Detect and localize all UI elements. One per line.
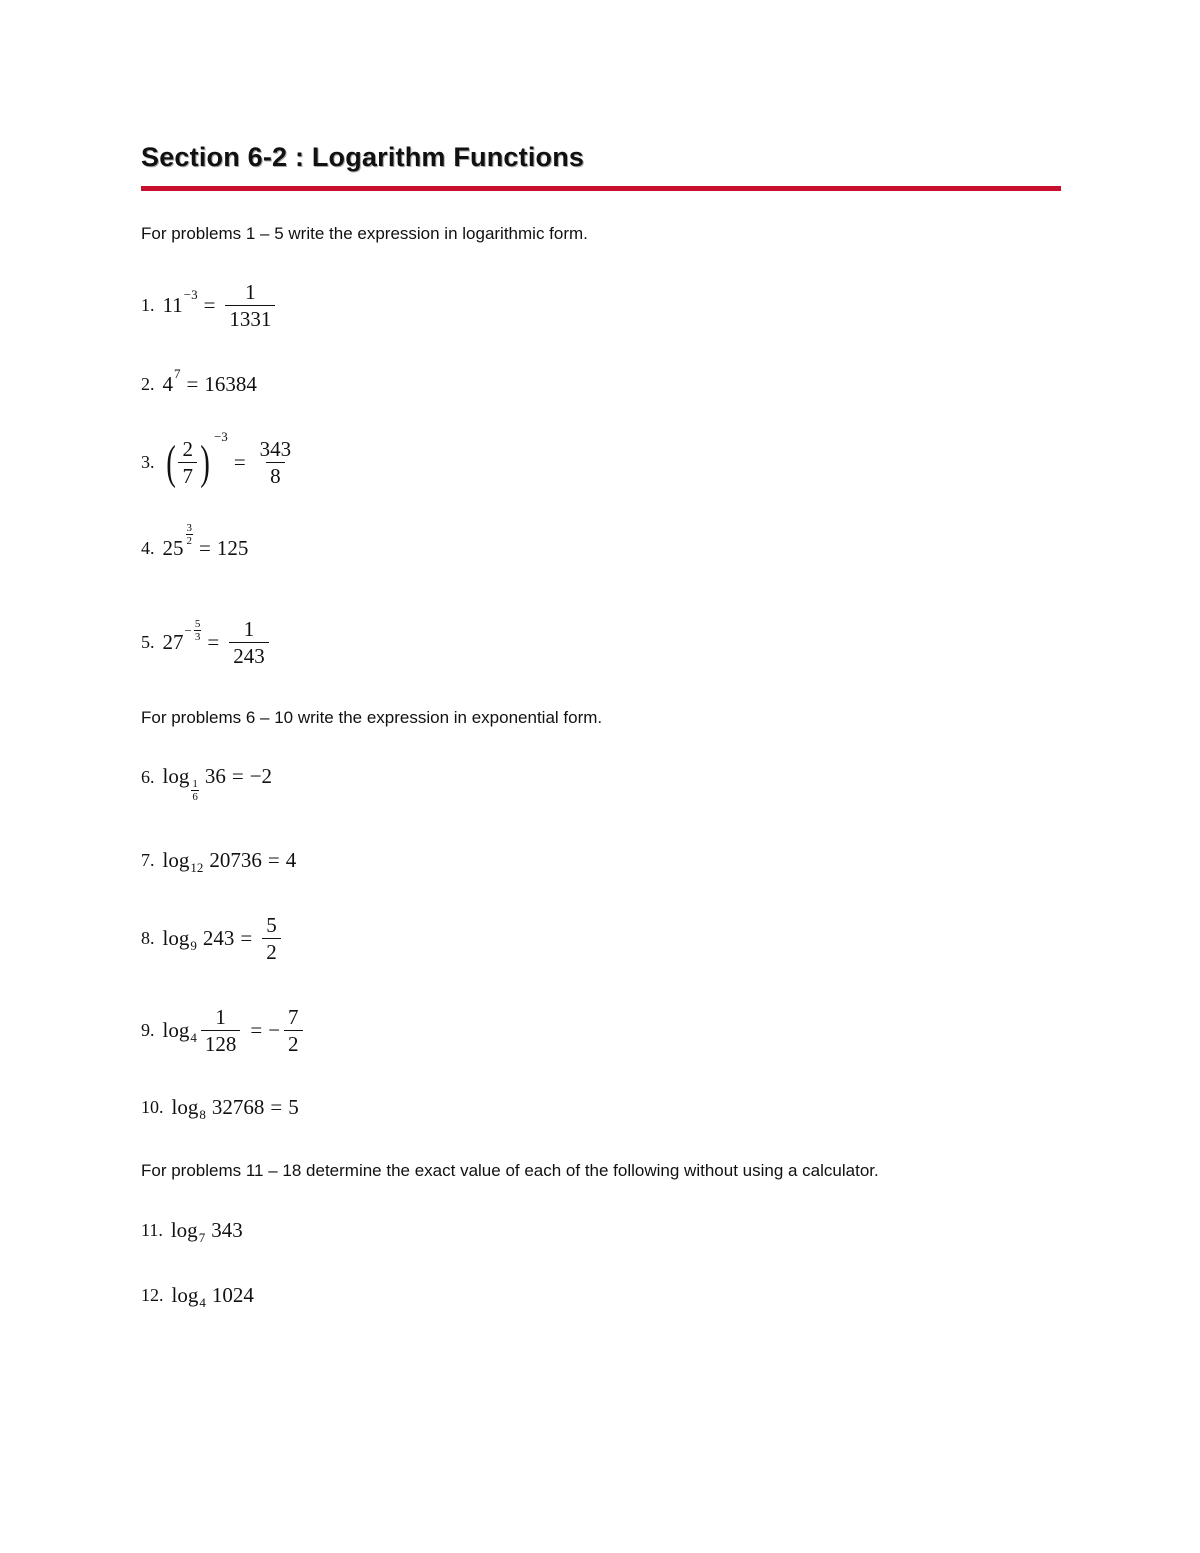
instructions-11-18: For problems 11 – 18 determine the exact value of each of the following without using a calculator. — [141, 1161, 879, 1180]
problem-number: 12. — [141, 1285, 164, 1305]
denominator: 2 — [284, 1030, 303, 1057]
problem-10 — [141, 1095, 299, 1120]
fraction — [225, 279, 275, 332]
problem-7 — [141, 848, 296, 873]
instructions-1-5: For problems 1 – 5 write the expression in logarithmic form. — [141, 224, 588, 243]
argument: 343 — [211, 1218, 243, 1242]
base: 4 — [162, 372, 173, 396]
left-paren: ( — [165, 435, 176, 489]
log-operator: log — [162, 764, 190, 788]
rhs: −2 — [249, 764, 273, 788]
equals-sign: = — [233, 450, 246, 474]
problem-12 — [141, 1283, 254, 1308]
argument: 32768 — [211, 1095, 265, 1119]
numerator: 7 — [288, 1005, 299, 1029]
log-base: 7 — [198, 1229, 206, 1245]
page-title: Section 6-2 : Logarithm Functions — [141, 142, 585, 172]
base: 11 — [162, 293, 183, 317]
numerator: 1 — [245, 280, 256, 304]
denominator: 243 — [229, 642, 269, 669]
equals-sign: = — [199, 536, 211, 560]
problem-number: 10. — [141, 1097, 164, 1117]
argument: 20736 — [209, 848, 262, 872]
log-operator: log — [171, 1283, 199, 1307]
numerator: 1 — [215, 1005, 226, 1029]
argument: 1024 — [211, 1283, 254, 1307]
right-paren: ) — [200, 435, 210, 489]
exponent-fraction — [186, 522, 194, 547]
problem-6 — [141, 764, 273, 803]
equals-sign: = — [231, 764, 244, 788]
log-base: 12 — [190, 859, 204, 875]
log-base: 8 — [199, 1106, 206, 1122]
log-base: 4 — [190, 1029, 197, 1045]
problem-number: 6. — [141, 767, 155, 787]
fraction — [229, 616, 269, 669]
problem-number: 2. — [141, 374, 155, 394]
exponent: 7 — [174, 365, 181, 381]
minus-sign: − — [268, 1018, 281, 1042]
numerator: 5 — [266, 913, 277, 937]
problem-11 — [141, 1218, 243, 1243]
numerator: 343 — [259, 437, 292, 461]
problem-number: 3. — [141, 452, 155, 472]
problem-number: 1. — [141, 295, 155, 315]
exponent-fraction — [194, 618, 202, 643]
fraction — [284, 1004, 303, 1057]
numerator: 1 — [243, 617, 255, 641]
denominator: 7 — [178, 462, 197, 489]
denominator: 128 — [201, 1030, 241, 1057]
log-base: 9 — [190, 937, 197, 953]
numerator: 2 — [182, 437, 193, 461]
problem-number: 9. — [141, 1020, 155, 1040]
exponent: −3 — [183, 286, 198, 302]
problem-2 — [141, 365, 257, 397]
rhs: 125 — [216, 536, 249, 560]
denominator: 1331 — [225, 305, 275, 332]
log-base-fraction — [191, 778, 199, 803]
log-operator: log — [162, 926, 190, 950]
equals-sign: = — [270, 1095, 283, 1119]
base: 27 — [162, 630, 184, 654]
title-underline — [141, 186, 1061, 191]
equals-sign: = — [240, 926, 253, 950]
denominator: 2 — [186, 535, 192, 547]
equals-sign: = — [267, 848, 280, 872]
problem-9 — [141, 1004, 307, 1057]
equals-sign: = — [207, 630, 220, 654]
problem-number: 7. — [141, 850, 155, 870]
equals-sign: = — [250, 1018, 263, 1042]
log-operator: log — [170, 1218, 198, 1242]
denominator: 2 — [262, 938, 281, 965]
problem-4 — [141, 522, 249, 561]
log-operator: log — [162, 848, 190, 872]
problem-number: 5. — [141, 632, 155, 652]
rhs: 5 — [288, 1095, 299, 1119]
problem-1 — [141, 279, 279, 332]
numerator: 5 — [194, 618, 201, 630]
log-base: 4 — [199, 1294, 206, 1310]
fraction — [256, 436, 296, 489]
base-fraction — [178, 436, 197, 489]
denominator: 3 — [194, 631, 201, 643]
base: 25 — [162, 536, 184, 560]
argument: 36 — [204, 764, 226, 788]
problem-5 — [141, 616, 273, 669]
exponent-sign: − — [184, 622, 192, 638]
instructions-6-10: For problems 6 – 10 write the expression in exponential form. — [141, 708, 603, 727]
problem-number: 8. — [141, 928, 155, 948]
fraction — [262, 912, 281, 965]
denominator: 8 — [266, 462, 285, 489]
equals-sign: = — [186, 372, 199, 396]
problem-number: 4. — [141, 538, 155, 558]
argument-fraction — [201, 1004, 241, 1057]
rhs: 4 — [285, 848, 297, 872]
argument: 243 — [202, 926, 235, 950]
problem-8 — [141, 912, 285, 965]
log-operator: log — [171, 1095, 199, 1119]
numerator: 1 — [192, 778, 198, 790]
problem-3 — [141, 428, 299, 489]
log-operator: log — [162, 1018, 190, 1042]
numerator: 3 — [186, 522, 192, 534]
exponent: −3 — [213, 428, 228, 444]
equals-sign: = — [203, 293, 216, 317]
problem-number: 11. — [141, 1220, 163, 1240]
denominator: 6 — [192, 791, 198, 803]
rhs: 16384 — [204, 372, 257, 396]
